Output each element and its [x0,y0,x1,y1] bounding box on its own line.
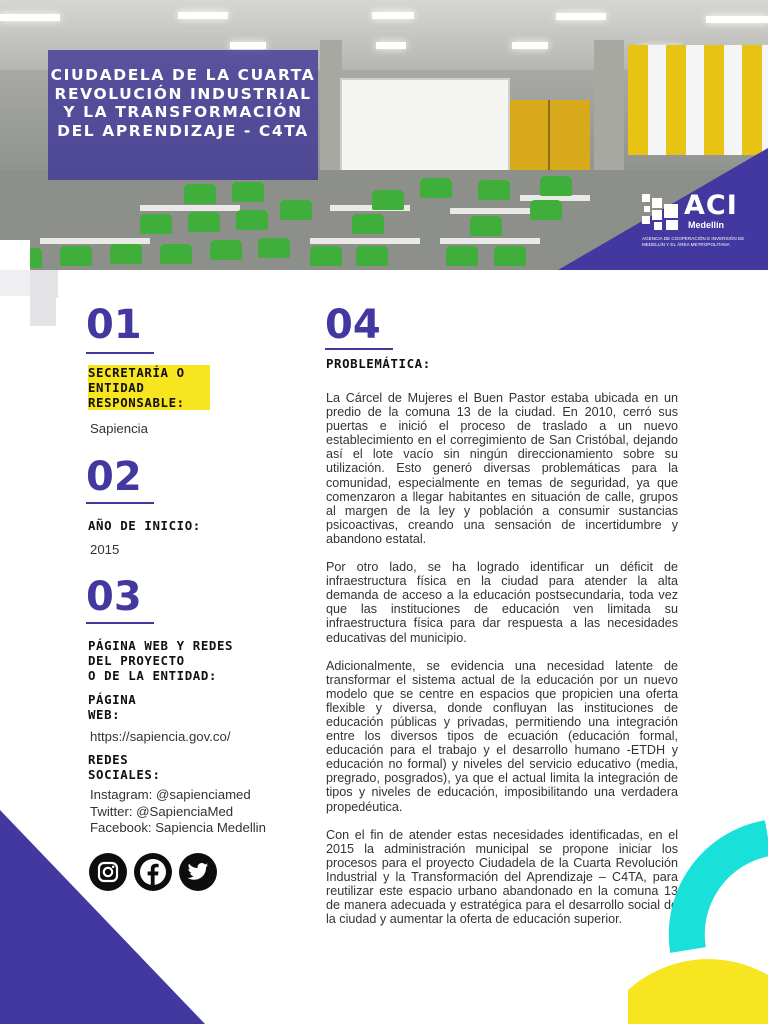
aci-logo-icon [640,194,682,230]
label-line: DEL PROYECTO [88,653,185,668]
corner-decor-purple [0,810,205,1024]
label-line: PÁGINA WEB Y REDES [88,638,234,653]
chair [188,212,220,232]
desk [310,238,420,244]
ceiling-light [512,42,548,49]
chair [160,244,192,264]
section-divider [86,502,154,504]
ceiling-light [556,13,606,20]
instagram-button[interactable] [89,853,127,891]
chair [60,246,92,266]
chair [352,214,384,234]
chair [310,246,342,266]
ceiling-light [178,12,228,19]
instagram-icon [97,861,119,883]
decor-square [30,270,58,298]
door-divider [548,100,550,180]
decor-square [30,298,56,326]
section-number-04: 04 [325,302,381,348]
ceiling-light [230,42,266,49]
chair [372,190,404,210]
chair [140,214,172,234]
label-line: O DE LA ENTIDAD: [88,668,217,683]
highlighted-label: SECRETARÍA O ENTIDAD RESPONSABLE: [88,365,210,410]
chair [470,216,502,236]
chair [494,246,526,266]
year-value: 2015 [90,542,120,557]
window-wall [628,45,768,155]
chair [210,240,242,260]
ceiling-light [372,12,414,19]
paragraph: Adicionalmente, se evidencia una necesidad latente de transformar el sistema actual de la educación por un nuevo modelo que se centre en espacios que propicien una oferta flexible y diversa, donde confluyan las instituciones de educación públicas y privadas, permitiendo una integración entre los diversos tipos de ecuación (educación formal, educación para el trabajo y el desarrollo humano -ETDH y educación no formal) y niveles del servicio educativo (media, pregrado, posgrados), ya que el actual limita la integración de tipos y niveles de educación, imposibilitando una verdadera propedéutica. [326,658,678,814]
facebook-handle: Facebook: Sapiencia Medellin [90,820,266,836]
chair [478,180,510,200]
label-line: REDES [88,752,129,767]
logo-name: ACI [684,190,738,221]
logo-city: Medellín [688,220,725,230]
twitter-button[interactable] [179,853,217,891]
section-number-01: 01 [86,302,142,348]
chair [258,238,290,258]
paragraph: Por otro lado, se ha logrado identificar un déficit de infraestructura física en la ciudad para atender la alta demanda de acceso a la educación postsecundaria, toda vez que las instituciones de educación ven limitada su infraestructura física para dar respuesta a las necesidades educativas del municipio. [326,560,678,645]
decor-square [0,270,30,296]
label-line: PÁGINA [88,692,137,707]
chair [184,184,216,204]
facebook-button[interactable] [134,853,172,891]
instagram-handle: Instagram: @sapienciamed [90,787,251,802]
section-label-entity [88,365,210,410]
aci-logo [640,188,760,260]
twitter-handle: Twitter: @SapienciaMed [90,803,234,819]
section-number-03: 03 [86,574,142,620]
label-line: WEB: [88,707,121,722]
chair [280,200,312,220]
chair [236,210,268,230]
corner-decor-arcs [628,800,768,1024]
paragraph: La Cárcel de Mujeres el Buen Pastor estaba ubicada en un predio de la comuna 13 de la ciudad. En 2010, cerró sus puertas e inició el proceso de traslado a un nuevo establecimiento en el corregimiento de San Cristóbal, dejando así el lote vacío sin ningún direccionamiento sobre su utilización. Esto generó diversas problemáticas para la comunidad, especialmente en temas de seguridad, ya que comenzaron a llegar habitantes en situación de calle, grupos al margen de la ley y población a consumir sustancias psicoactivas, creando una sensación de incertidumbre y abandono estatal. [326,391,678,546]
yellow-arc [628,959,768,1024]
cyan-arc [687,838,768,950]
social-label [88,752,161,782]
ceiling-light [376,42,406,49]
chair [446,246,478,266]
chair [420,178,452,198]
desk [440,238,540,244]
ceiling-light [706,16,768,23]
section-divider [325,348,393,350]
web-label [88,692,136,722]
section-divider [86,352,154,354]
desk [450,208,530,214]
section-divider [86,622,154,624]
entity-value: Sapiencia [90,421,148,436]
chair [232,182,264,202]
section-label-problem: PROBLEMÁTICA: [326,356,431,371]
chair [356,246,388,266]
section-label-web [88,638,233,683]
logo-subtitle: AGENCIA DE COOPERACIÓN E INVERSIÓN DE MEDELLÍN Y EL ÁREA METROPOLITANA [642,236,745,247]
label-line: SOCIALES: [88,767,161,782]
facebook-icon [138,857,168,887]
ceiling-light [0,14,60,21]
page-title: CIUDADELA DE LA CUARTA REVOLUCIÓN INDUSTRIAL Y LA TRANSFORMACIÓN DEL APRENDIZAJE - C4TA [50,66,316,140]
twitter-icon [187,862,209,882]
decor-square [0,240,30,270]
desk [140,205,240,211]
paragraph: Con el fin de atender estas necesidades identificadas, en el 2015 la administración municipal se propone iniciar los procesos para el proyecto Ciudadela de la Cuarta Revolución Industrial y la Transformación del Aprendizaje – C4TA, para reutilizar este espacio urbano abandonado en la comuna 13 de manera adecuada y estratégica para el desarrollo social de la ciudad y aumentar la oferta de educación superior. [326,827,678,927]
section-label-year: AÑO DE INICIO: [88,518,201,533]
section-number-02: 02 [86,454,142,500]
website-link[interactable]: https://sapiencia.gov.co/ [90,729,231,744]
problem-description [326,391,678,940]
chair [110,244,142,264]
